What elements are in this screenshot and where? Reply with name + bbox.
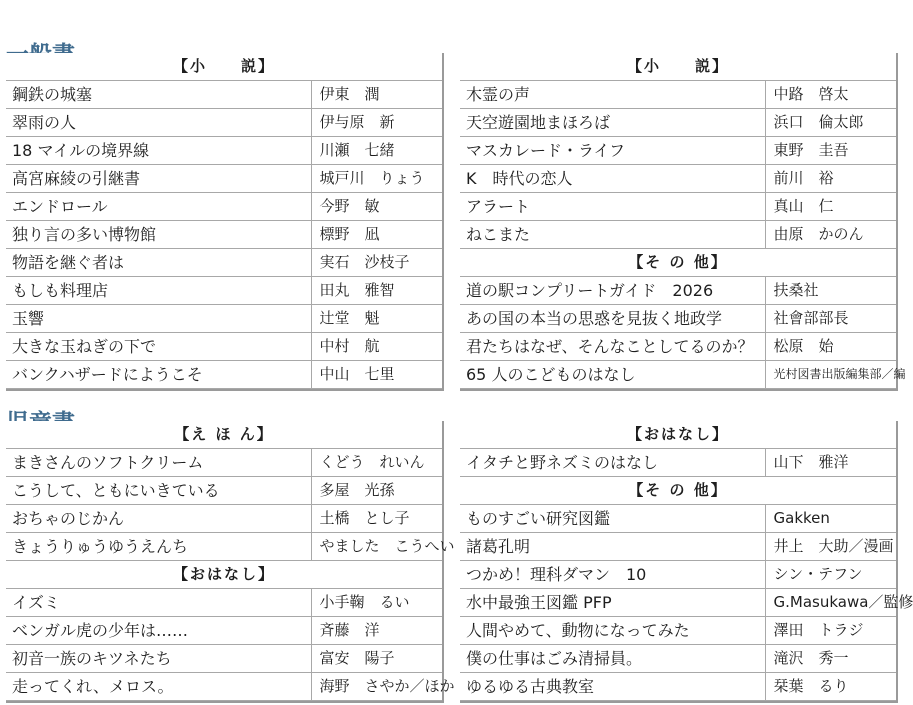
book-author: やました こうへい — [311, 533, 442, 561]
book-author: 伊与原 新 — [311, 109, 442, 137]
category-header: 【え ほ ん】 — [6, 421, 442, 449]
book-title: 高宮麻綾の引継書 — [6, 165, 311, 193]
table-row — [460, 193, 896, 221]
book-title: 翠雨の人 — [6, 109, 311, 137]
book-author: G.Masukawa／監修 — [765, 589, 896, 617]
book-author: 富安 陽子 — [311, 645, 442, 673]
category-header: 【小 説】 — [6, 53, 442, 81]
category-header-row — [460, 477, 896, 505]
book-author: Gakken — [765, 505, 896, 533]
book-title: 走ってくれ、メロス。 — [6, 673, 311, 701]
book-author: 今野 敏 — [311, 193, 442, 221]
table-row — [460, 81, 896, 109]
table-row — [460, 589, 896, 617]
table-row — [6, 617, 442, 645]
book-title: 大きな玉ねぎの下で — [6, 333, 311, 361]
book-title: エンドロール — [6, 193, 311, 221]
book-title: K 時代の恋人 — [460, 165, 765, 193]
book-title: 独り言の多い博物館 — [6, 221, 311, 249]
book-author: 東野 圭吾 — [765, 137, 896, 165]
table-row — [460, 361, 896, 389]
book-title: 初音一族のキツネたち — [6, 645, 311, 673]
category-header-row — [460, 53, 896, 81]
book-title: 鋼鉄の城塞 — [6, 81, 311, 109]
book-list-general-right — [460, 53, 906, 391]
book-title: 18 マイルの境界線 — [6, 137, 311, 165]
table-row — [460, 673, 896, 701]
category-header-row — [460, 421, 896, 449]
book-title: ゆるゆる古典教室 — [460, 673, 765, 701]
category-header: 【おはなし】 — [460, 421, 896, 449]
book-table — [460, 421, 913, 701]
book-table — [460, 53, 906, 389]
book-author: 井上 大助／漫画 — [765, 533, 896, 561]
book-author: 真山 仁 — [765, 193, 896, 221]
book-list-general-left — [6, 53, 444, 391]
book-author: 標野 凪 — [311, 221, 442, 249]
book-author: 澤田 トラジ — [765, 617, 896, 645]
category-header-row — [6, 421, 442, 449]
table-row — [6, 673, 442, 701]
table-row — [460, 165, 896, 193]
book-author: 中山 七里 — [311, 361, 442, 389]
book-title: 人間やめて、動物になってみた — [460, 617, 765, 645]
table-row — [6, 533, 442, 561]
book-title: あの国の本当の思惑を見抜く地政学 — [460, 305, 765, 333]
book-title: 諸葛孔明 — [460, 533, 765, 561]
book-author: 多屋 光孫 — [311, 477, 442, 505]
table-row — [6, 137, 442, 165]
book-author: シン・テフン — [765, 561, 896, 589]
book-title: こうして、ともにいきている — [6, 477, 311, 505]
book-title: ねこまた — [460, 221, 765, 249]
table-row — [6, 305, 442, 333]
book-title: 天空遊園地まほろば — [460, 109, 765, 137]
book-author: 斉藤 洋 — [311, 617, 442, 645]
book-author: 小手鞠 るい — [311, 589, 442, 617]
book-author: 川瀬 七緒 — [311, 137, 442, 165]
table-row — [6, 449, 442, 477]
book-author: 前川 裕 — [765, 165, 896, 193]
book-author: 扶桑社 — [765, 277, 896, 305]
book-author: くどう れいん — [311, 449, 442, 477]
category-header: 【そ の 他】 — [460, 249, 896, 277]
book-author: 浜口 倫太郎 — [765, 109, 896, 137]
table-row — [6, 505, 442, 533]
book-title: マスカレード・ライフ — [460, 137, 765, 165]
table-row — [460, 449, 896, 477]
book-title: アラート — [460, 193, 765, 221]
book-author: 海野 さやか／ほか — [311, 673, 442, 701]
book-title: バンクハザードにようこそ — [6, 361, 311, 389]
book-author: 伊東 潤 — [311, 81, 442, 109]
table-row — [6, 165, 442, 193]
category-header: 【そ の 他】 — [460, 477, 896, 505]
book-author: 栞葉 るり — [765, 673, 896, 701]
book-list-children-left — [6, 421, 455, 703]
table-row — [6, 277, 442, 305]
book-author: 松原 始 — [765, 333, 896, 361]
book-title: 物語を継ぐ者は — [6, 249, 311, 277]
book-title: ものすごい研究図鑑 — [460, 505, 765, 533]
table-row — [460, 137, 896, 165]
table-row — [6, 361, 442, 389]
book-title: 道の駅コンプリートガイド 2026 — [460, 277, 765, 305]
book-title: 君たちはなぜ、そんなことしてるのか？ — [460, 333, 765, 361]
book-author: 由原 かのん — [765, 221, 896, 249]
table-row — [6, 249, 442, 277]
table-row — [6, 589, 442, 617]
category-header-row — [6, 561, 442, 589]
book-title: きょうりゅうゆうえんち — [6, 533, 311, 561]
category-header-row — [460, 249, 896, 277]
book-author: 中村 航 — [311, 333, 442, 361]
table-row — [460, 221, 896, 249]
book-title: つかめ！理科ダマン 10 — [460, 561, 765, 589]
book-author: 実石 沙枝子 — [311, 249, 442, 277]
book-table — [6, 53, 442, 389]
book-title: イタチと野ネズミのはなし — [460, 449, 765, 477]
book-title: 水中最強王図鑑 PFP — [460, 589, 765, 617]
book-title: 僕の仕事はごみ清掃員。 — [460, 645, 765, 673]
book-author: 辻堂 魁 — [311, 305, 442, 333]
book-title: 65 人のこどものはなし — [460, 361, 765, 389]
book-title: 木霊の声 — [460, 81, 765, 109]
table-row — [460, 533, 896, 561]
category-header-row — [6, 53, 442, 81]
book-title: もしも料理店 — [6, 277, 311, 305]
table-row — [460, 109, 896, 137]
table-row — [6, 333, 442, 361]
book-title: ベンガル虎の少年は…… — [6, 617, 311, 645]
book-author: 田丸 雅智 — [311, 277, 442, 305]
book-author: 光村図書出版編集部／編 — [765, 361, 896, 389]
book-author: 山下 雅洋 — [765, 449, 896, 477]
category-header: 【小 説】 — [460, 53, 896, 81]
book-list-children-right — [460, 421, 913, 703]
table-row — [6, 221, 442, 249]
book-author: 土橋 とし子 — [311, 505, 442, 533]
table-row — [6, 645, 442, 673]
category-header: 【おはなし】 — [6, 561, 442, 589]
book-author: 社會部部長 — [765, 305, 896, 333]
book-title: 玉響 — [6, 305, 311, 333]
table-row — [6, 81, 442, 109]
book-author: 城戸川 りょう — [311, 165, 442, 193]
table-row — [460, 333, 896, 361]
table-row — [6, 109, 442, 137]
table-row — [460, 505, 896, 533]
book-author: 中路 啓太 — [765, 81, 896, 109]
table-row — [460, 561, 896, 589]
book-title: イズミ — [6, 589, 311, 617]
table-row — [460, 617, 896, 645]
table-row — [460, 645, 896, 673]
book-title: まきさんのソフトクリーム — [6, 449, 311, 477]
table-row — [6, 193, 442, 221]
book-author: 滝沢 秀一 — [765, 645, 896, 673]
book-title: おちゃのじかん — [6, 505, 311, 533]
table-row — [6, 477, 442, 505]
table-row — [460, 305, 896, 333]
table-row — [460, 277, 896, 305]
book-table — [6, 421, 455, 701]
